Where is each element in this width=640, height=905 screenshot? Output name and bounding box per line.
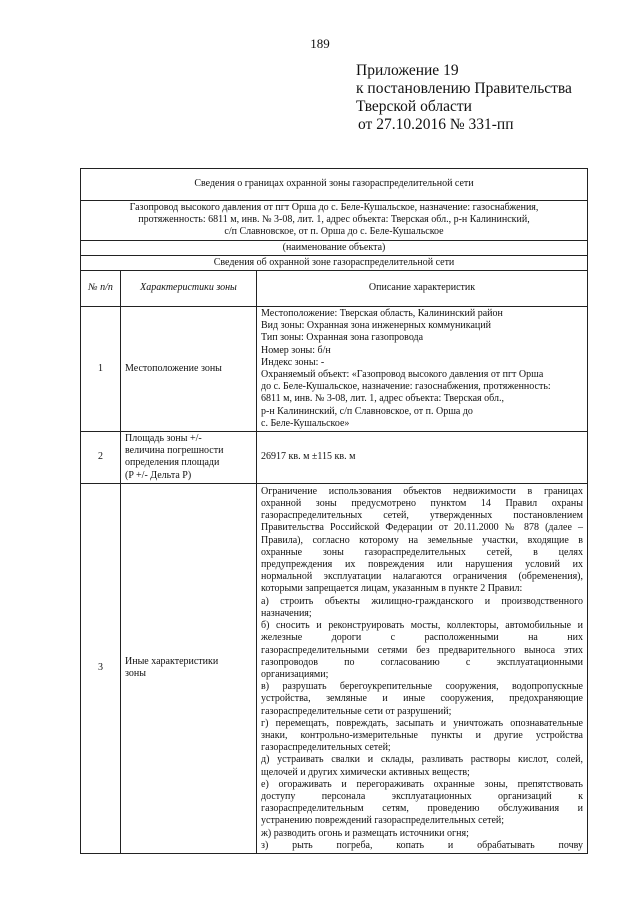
desc-line: газораспределительными сетями без предварительного выноса этих: [261, 644, 583, 656]
desc-line: Вид зоны: Охранная зона инженерных коммуникаций: [261, 320, 491, 332]
desc-line: щелочей и других химически активных веществ;: [261, 766, 470, 778]
header-description: Описание характеристик: [257, 271, 588, 307]
header-num: № п/п: [81, 271, 121, 307]
object-line-1: Газопровод высокого давления от пгт Орша до с. Беле-Кушальское, назначение: газоснабжения,: [129, 202, 539, 213]
desc-line: е) огораживать и перегораживать охранные зоны, препятствовать: [261, 778, 583, 790]
appendix-header: [356, 62, 572, 134]
object-line-2: протяженность: 6811 м, инв. № 3-08, лит. 1, адрес объекта: Тверская обл., р-н Калининский,: [138, 214, 530, 226]
desc-line: б) сносить и реконструировать мосты, коллекторы, автомобильные и: [261, 620, 583, 632]
desc-line: г) перемещать, повреждать, засыпать и уничтожать опознавательные: [261, 717, 583, 729]
object-name: [81, 201, 588, 241]
desc-line: до с. Беле-Кушальское, назначение: газоснабжения, протяженность:: [261, 381, 551, 393]
desc-line: Местоположение: Тверская область, Калининский район: [261, 308, 503, 320]
char-line: величина погрешности: [125, 445, 224, 457]
desc-line: организациями;: [261, 668, 329, 680]
object-line-3: с/п Славновское, от п. Орша до с. Беле-Кушальское: [224, 226, 444, 238]
char-line: зоны: [125, 668, 146, 680]
desc-line: нормальной эксплуатации налагаются ограничения (обременения),: [261, 571, 583, 583]
desc-line: которыми запрещается лицам, указанным в пункте 2 Правил:: [261, 583, 523, 595]
table-row: [81, 307, 588, 432]
object-caption: (наименование объекта): [81, 240, 588, 255]
row-description: [257, 483, 588, 853]
desc-line: з) рыть погреба, копать и обрабатывать почву: [261, 839, 583, 851]
page-number: 189: [310, 36, 330, 51]
desc-line: предупреждения их повреждения или нарушения условий их: [261, 559, 583, 571]
row-number: 2: [81, 432, 121, 484]
desc-line: железные дороги с расположенными на них: [261, 632, 583, 644]
desc-line: доступу персонала эксплуатационных организаций к: [261, 790, 583, 802]
row-number: 1: [81, 307, 121, 432]
desc-line: д) устраивать свалки и склады, разливать растворы кислот, солей,: [261, 754, 583, 766]
row-characteristic: [121, 483, 257, 853]
desc-line: 6811 м, инв. № 3-08, лит. 1, адрес объекта: Тверская обл.,: [261, 393, 504, 405]
desc-line: газопроводов по согласованию с эксплуатационными: [261, 656, 583, 668]
zone-info-heading: Сведения об охранной зоне газораспределительной сети: [81, 255, 588, 270]
desc-line: Правительства Российской Федерации от 20.11.2000 № 878 (далее –: [261, 522, 583, 534]
appendix-line-3: Тверской области: [356, 98, 472, 115]
desc-line: Ограничение использования объектов недвижимости в границах: [261, 485, 583, 497]
desc-line: газораспределительным сетям, проведению обслуживания и: [261, 803, 583, 815]
appendix-line-4: от 27.10.2016 № 331-пп: [358, 116, 514, 133]
desc-line: охранной зоны предусмотрено пунктом 14 Правил охраны: [261, 498, 583, 510]
desc-line: р-н Калининский, с/п Славновское, от п. Орша до: [261, 405, 473, 417]
desc-line: Индекс зоны: -: [261, 356, 325, 368]
table-title: Сведения о границах охранной зоны газораспределительной сети: [81, 169, 588, 201]
desc-line: газораспределительных сетей, утвержденных постановлением: [261, 510, 583, 522]
desc-line: Номер зоны: б/н: [261, 344, 331, 356]
appendix-line-2: к постановлению Правительства: [356, 80, 572, 97]
desc-line: охранные зоны газораспределительных сетей, в целях: [261, 546, 583, 558]
row-characteristic: [121, 432, 257, 484]
desc-line: а) строить объекты жилищно-гражданского и производственного: [261, 595, 583, 607]
row-number: 3: [81, 483, 121, 853]
char-line: Площадь зоны +/-: [125, 433, 202, 445]
row-description: [257, 307, 588, 432]
desc-line: назначения;: [261, 607, 312, 619]
char-line: определения площади: [125, 457, 220, 469]
appendix-line-1: Приложение 19: [356, 62, 459, 79]
table-row: [81, 483, 588, 853]
desc-line: ж) разводить огонь и размещать источники огня;: [261, 827, 469, 839]
desc-line: устранению повреждений газораспределительных сетей;: [261, 815, 505, 827]
desc-line: Тип зоны: Охранная зона газопровода: [261, 332, 424, 344]
table-row: [81, 432, 588, 484]
desc-line: знаки, контрольно-измерительные пункты и другие устройства: [261, 729, 583, 741]
desc-line: Правила), согласно которому на земельные участки, входящие в: [261, 534, 583, 546]
char-line: (P +/- Дельта P): [125, 469, 192, 481]
char-line: Иные характеристики: [125, 656, 219, 668]
row-description: 26917 кв. м ±115 кв. м: [257, 432, 588, 484]
desc-line: газораспределительные сети от разрушений;: [261, 705, 452, 717]
zone-info-table: [80, 168, 588, 854]
row-characteristic: Местоположение зоны: [121, 307, 257, 432]
desc-line: с. Беле-Кушальское»: [261, 417, 350, 429]
desc-line: в) разрушать берегоукрепительные сооружения, водопропускные: [261, 681, 583, 693]
desc-line: газораспределительных сетей;: [261, 742, 391, 754]
header-characteristic: Характеристики зоны: [121, 271, 257, 307]
desc-line: Охраняемый объект: «Газопровод высокого давления от пгт Орша: [261, 369, 544, 381]
desc-line: устройства, земляные и иные сооружения, предохраняющие: [261, 693, 583, 705]
